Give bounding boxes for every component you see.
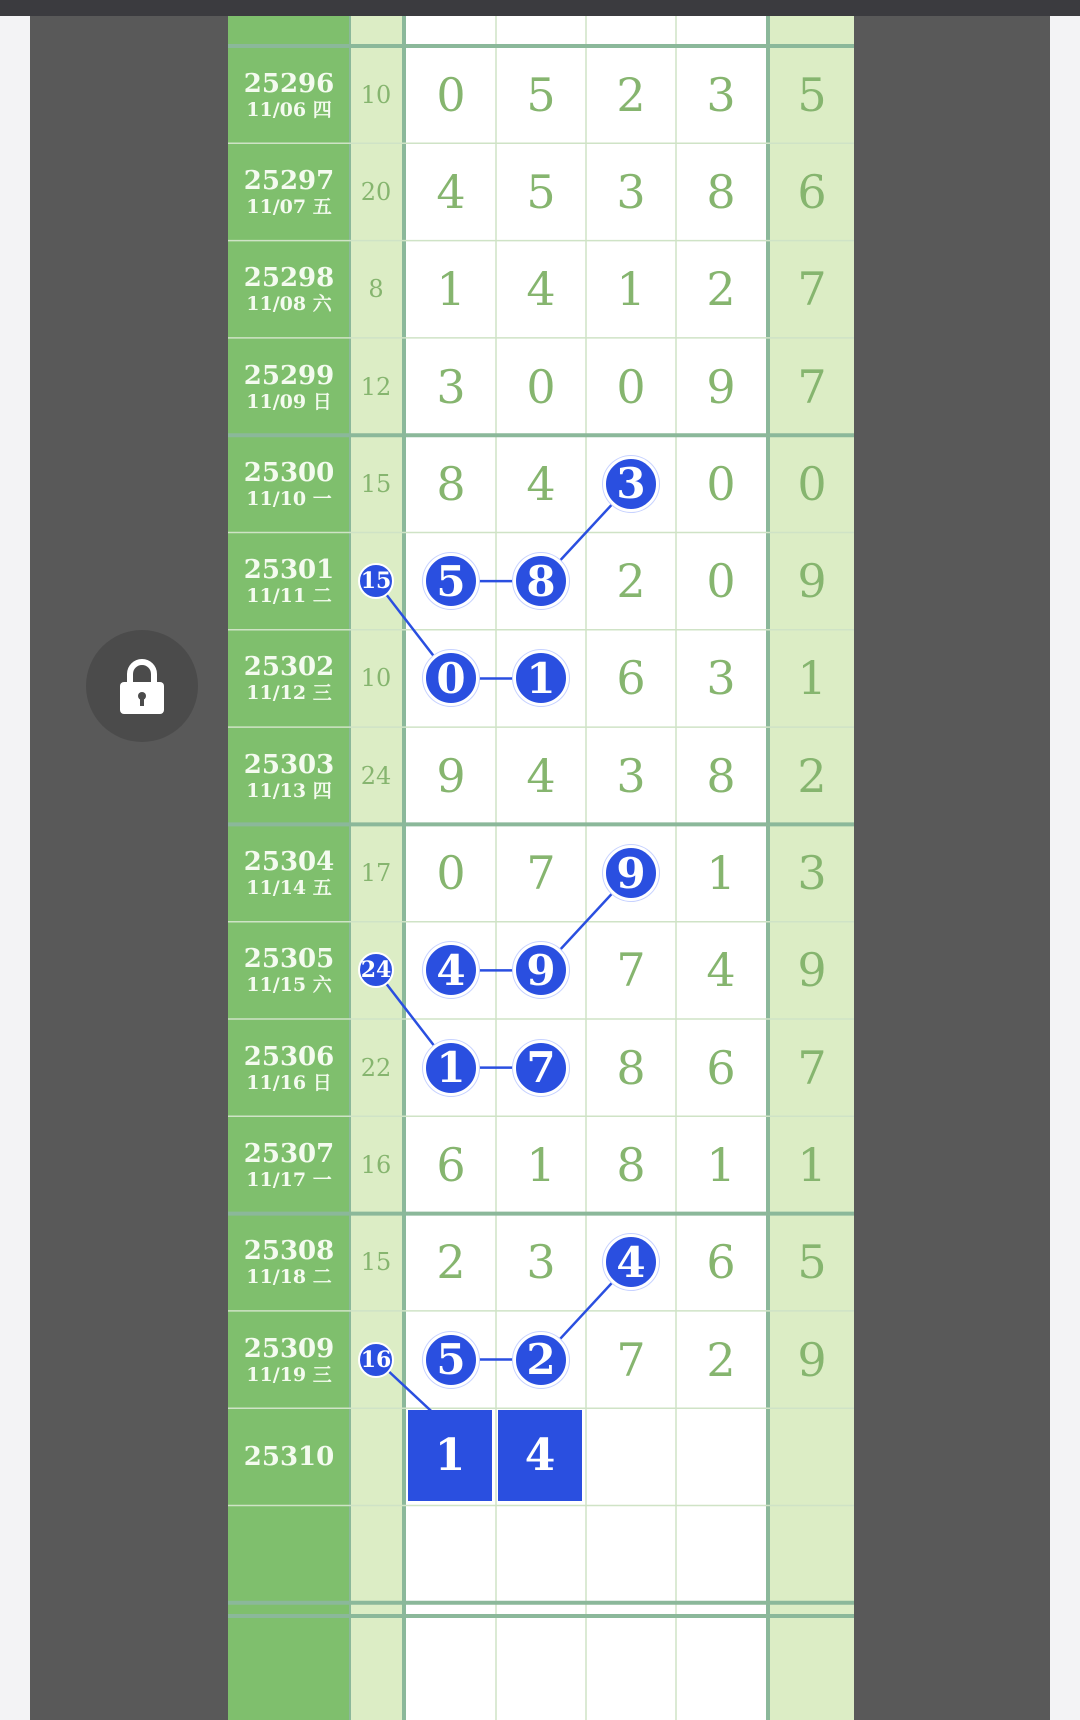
issue-number: 25303 bbox=[243, 749, 335, 780]
digit-cell: 2 bbox=[616, 67, 646, 122]
digit-cell: 4 bbox=[526, 748, 556, 803]
sum-cell: 12 bbox=[360, 372, 392, 401]
issue-number: 25309 bbox=[243, 1333, 335, 1364]
last-digit-cell: 1 bbox=[797, 1137, 827, 1192]
issue-number: 25301 bbox=[243, 555, 335, 586]
last-digit-cell: 9 bbox=[797, 1332, 827, 1387]
issue-number: 25299 bbox=[243, 360, 335, 391]
issue-date: 11/10 一 bbox=[246, 487, 332, 510]
sum-cell: 8 bbox=[368, 275, 384, 304]
sum-hit-badge: 24 bbox=[358, 952, 394, 988]
issue-date: 11/18 二 bbox=[246, 1266, 332, 1289]
highlighted-digit: 4 bbox=[423, 942, 479, 998]
digit-cell: 5 bbox=[526, 67, 556, 122]
digit-cell: 8 bbox=[436, 456, 466, 511]
last-digit-cell: 5 bbox=[797, 1235, 827, 1290]
digit-cell: 7 bbox=[616, 1332, 646, 1387]
digit-cell: 7 bbox=[526, 846, 556, 901]
sum-cell: 17 bbox=[360, 859, 392, 888]
digit-cell: 5 bbox=[526, 164, 556, 219]
issue-number: 25305 bbox=[243, 944, 335, 975]
last-digit-cell: 2 bbox=[797, 748, 827, 803]
last-digit-cell: 7 bbox=[797, 262, 827, 317]
highlighted-digit: 8 bbox=[513, 553, 569, 609]
digit-cell: 1 bbox=[526, 1137, 556, 1192]
issue-number: 25308 bbox=[243, 1236, 335, 1267]
issue-cell bbox=[228, 1311, 350, 1408]
issue-cell bbox=[228, 435, 350, 532]
issue-cell bbox=[228, 630, 350, 727]
issue-date: 11/07 五 bbox=[246, 195, 332, 218]
issue-number: 25310 bbox=[243, 1441, 335, 1472]
issue-number: 25307 bbox=[243, 1138, 335, 1169]
digit-cell: 7 bbox=[616, 943, 646, 998]
issue-date: 11/06 四 bbox=[246, 98, 332, 121]
sum-cell: 15 bbox=[360, 469, 392, 498]
last-digit-cell: 1 bbox=[797, 651, 827, 706]
sum-hit-badge: 16 bbox=[358, 1342, 394, 1378]
issue-number: 25297 bbox=[243, 165, 335, 196]
highlighted-digit: 9 bbox=[513, 942, 569, 998]
issue-number: 25304 bbox=[243, 847, 335, 878]
digit-cell: 6 bbox=[706, 1235, 736, 1290]
issue-number: 25306 bbox=[243, 1041, 335, 1072]
highlighted-digit: 3 bbox=[603, 456, 659, 512]
sum-hit-badge: 15 bbox=[358, 563, 394, 599]
last-digit-cell: 9 bbox=[797, 554, 827, 609]
digit-cell: 0 bbox=[616, 359, 646, 414]
issue-date: 11/08 六 bbox=[246, 293, 332, 316]
digit-cell: 2 bbox=[616, 554, 646, 609]
issue-cell bbox=[228, 241, 350, 338]
highlighted-digit: 5 bbox=[423, 1332, 479, 1388]
issue-number: 25298 bbox=[243, 263, 335, 294]
lock-button[interactable] bbox=[86, 630, 198, 742]
digit-cell: 4 bbox=[436, 164, 466, 219]
digit-cell: 1 bbox=[616, 262, 646, 317]
lock-icon bbox=[116, 656, 168, 716]
last-digit-cell: 6 bbox=[797, 164, 827, 219]
issue-number: 25300 bbox=[243, 457, 335, 488]
issue-date: 11/16 日 bbox=[246, 1071, 332, 1094]
highlighted-digit: 9 bbox=[603, 845, 659, 901]
issue-date: 11/14 五 bbox=[246, 877, 332, 900]
digit-cell: 2 bbox=[706, 262, 736, 317]
issue-date: 11/19 三 bbox=[246, 1363, 332, 1386]
digit-cell: 1 bbox=[706, 1137, 736, 1192]
issue-date: 11/12 三 bbox=[246, 682, 332, 705]
last-digit-cell: 7 bbox=[797, 359, 827, 414]
issue-date: 11/11 二 bbox=[246, 585, 332, 608]
digit-cell: 0 bbox=[706, 554, 736, 609]
digit-cell: 9 bbox=[436, 748, 466, 803]
last-digit-cell: 5 bbox=[797, 67, 827, 122]
digit-cell: 2 bbox=[706, 1332, 736, 1387]
last-digit-cell: 9 bbox=[797, 943, 827, 998]
issue-cell bbox=[228, 1116, 350, 1213]
digit-cell: 0 bbox=[706, 456, 736, 511]
issue-cell bbox=[228, 1214, 350, 1311]
digit-cell: 9 bbox=[706, 359, 736, 414]
digit-cell: 4 bbox=[526, 262, 556, 317]
issue-number: 25296 bbox=[243, 68, 335, 99]
highlighted-digit: 1 bbox=[513, 650, 569, 706]
issue-cell bbox=[228, 922, 350, 1019]
highlighted-digit: 0 bbox=[423, 650, 479, 706]
issue-cell bbox=[228, 143, 350, 240]
highlighted-digit: 2 bbox=[513, 1332, 569, 1388]
issue-cell bbox=[228, 1408, 350, 1505]
digit-cell: 3 bbox=[706, 651, 736, 706]
digit-cell: 8 bbox=[706, 164, 736, 219]
digit-cell: 6 bbox=[436, 1137, 466, 1192]
digit-cell: 3 bbox=[526, 1235, 556, 1290]
digit-cell: 6 bbox=[706, 1040, 736, 1095]
issue-cell bbox=[228, 1019, 350, 1116]
issue-cell bbox=[228, 533, 350, 630]
digit-cell: 3 bbox=[436, 359, 466, 414]
digit-cell: 2 bbox=[436, 1235, 466, 1290]
issue-number: 25302 bbox=[243, 652, 335, 683]
issue-cell bbox=[228, 727, 350, 824]
issue-date: 11/13 四 bbox=[246, 779, 332, 802]
digit-cell: 3 bbox=[706, 67, 736, 122]
sum-cell: 10 bbox=[360, 80, 392, 109]
sum-cell: 15 bbox=[360, 1248, 392, 1277]
sum-cell: 20 bbox=[360, 177, 392, 206]
digit-cell: 0 bbox=[436, 67, 466, 122]
sum-cell: 16 bbox=[360, 1150, 392, 1179]
highlighted-digit: 5 bbox=[423, 553, 479, 609]
digit-cell: 8 bbox=[616, 1040, 646, 1095]
issue-cell bbox=[228, 824, 350, 921]
highlighted-digit: 7 bbox=[513, 1040, 569, 1096]
digit-cell: 6 bbox=[616, 651, 646, 706]
issue-date: 11/15 六 bbox=[246, 974, 332, 997]
highlighted-digit: 1 bbox=[423, 1040, 479, 1096]
sum-cell: 24 bbox=[360, 761, 392, 790]
issue-date: 11/09 日 bbox=[246, 390, 332, 413]
digit-cell: 3 bbox=[616, 164, 646, 219]
predicted-digit: 1 bbox=[408, 1410, 492, 1501]
sum-cell: 22 bbox=[360, 1053, 392, 1082]
predicted-digit: 4 bbox=[498, 1410, 582, 1501]
digit-cell: 0 bbox=[526, 359, 556, 414]
digit-cell: 8 bbox=[616, 1137, 646, 1192]
last-digit-cell: 0 bbox=[797, 456, 827, 511]
highlighted-digit: 4 bbox=[603, 1234, 659, 1290]
digit-cell: 1 bbox=[706, 846, 736, 901]
digit-cell: 8 bbox=[706, 748, 736, 803]
digit-cell: 1 bbox=[436, 262, 466, 317]
last-digit-cell: 3 bbox=[797, 846, 827, 901]
sum-cell: 10 bbox=[360, 664, 392, 693]
issue-cell bbox=[228, 46, 350, 143]
issue-date: 11/17 一 bbox=[246, 1168, 332, 1191]
digit-cell: 3 bbox=[616, 748, 646, 803]
digit-cell: 0 bbox=[436, 846, 466, 901]
digit-cell: 4 bbox=[526, 456, 556, 511]
digit-cell: 4 bbox=[706, 943, 736, 998]
issue-cell bbox=[228, 338, 350, 435]
last-digit-cell: 7 bbox=[797, 1040, 827, 1095]
